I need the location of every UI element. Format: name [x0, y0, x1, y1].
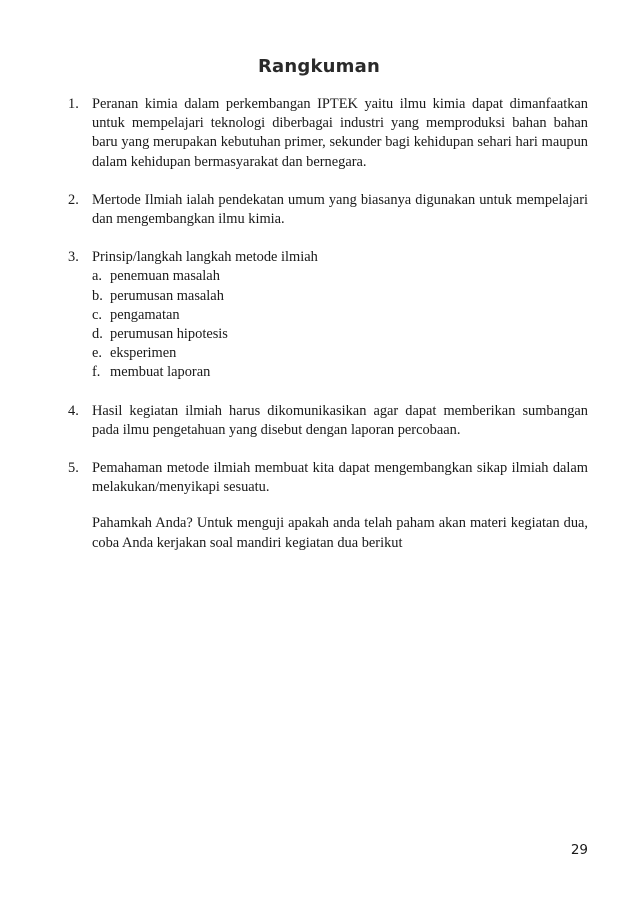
list-item: [68, 459, 588, 497]
sub-item-text: penemuan masalah: [110, 268, 220, 285]
sub-item-text: perumusan hipotesis: [110, 326, 228, 343]
sub-item-text: membuat laporan: [110, 364, 211, 381]
sub-item-letter: d.: [92, 326, 103, 343]
sub-item-text: eksperimen: [110, 345, 177, 362]
sub-list-item: [92, 267, 588, 286]
sub-item-letter: a.: [92, 268, 102, 285]
item-number: 4.: [68, 402, 79, 419]
sub-item-letter: b.: [92, 287, 103, 304]
closing-paragraph: Pahamkah Anda? Untuk menguji apakah anda telah paham akan materi kegiatan dua, coba Anda kerjakan soal mandiri kegiatan dua berikut: [92, 515, 588, 551]
summary-content: [68, 95, 588, 553]
item-text: Mertode Ilmiah ialah pendekatan umum yang biasanya digunakan untuk mempelajari dan mengembangkan ilmu kimia.: [92, 191, 588, 228]
list-item: [68, 191, 588, 229]
item-number: 2.: [68, 191, 79, 208]
page-number: 29: [570, 842, 588, 858]
sub-item-letter: f.: [92, 364, 101, 381]
sub-list-item: [92, 287, 588, 306]
item-number: 3.: [68, 249, 79, 266]
sub-list-item: [92, 306, 588, 325]
sub-list-item: [92, 344, 588, 363]
item-number: 5.: [68, 460, 79, 477]
sub-item-text: pengamatan: [110, 306, 180, 323]
list-item: [68, 95, 588, 172]
list-item: [68, 248, 588, 382]
sub-item-letter: e.: [92, 345, 102, 362]
item-text: Pemahaman metode ilmiah membuat kita dapat mengembangkan sikap ilmiah dalam melakukan/menyikapi sesuatu.: [92, 460, 588, 496]
sub-list-item: [92, 325, 588, 344]
sub-item-text: perumusan masalah: [110, 287, 224, 304]
page-title: Rangkuman: [257, 56, 380, 77]
method-steps-list: [92, 267, 588, 382]
sub-item-letter: c.: [92, 306, 102, 323]
list-item: [68, 402, 588, 440]
item-text: Prinsip/langkah langkah metode ilmiah: [92, 249, 318, 266]
item-text: Hasil kegiatan ilmiah harus dikomunikasikan agar dapat memberikan sumbangan pada ilmu pengetahuan yang disebut dengan laporan percobaan.: [92, 402, 588, 438]
item-number: 1.: [68, 96, 79, 112]
item-text: Peranan kimia dalam perkembangan IPTEK yaitu ilmu kimia dapat dimanfaatkan untuk mempelajari teknologi diberbagai industri yang memproduksi bahan bahan baru yang merupakan kebutuhan primer, sekunder bagi kehidupan sehari hari maupun dalam kehidupan bermasyarakat dan bernegara.: [92, 96, 588, 170]
sub-list-item: [92, 363, 588, 382]
